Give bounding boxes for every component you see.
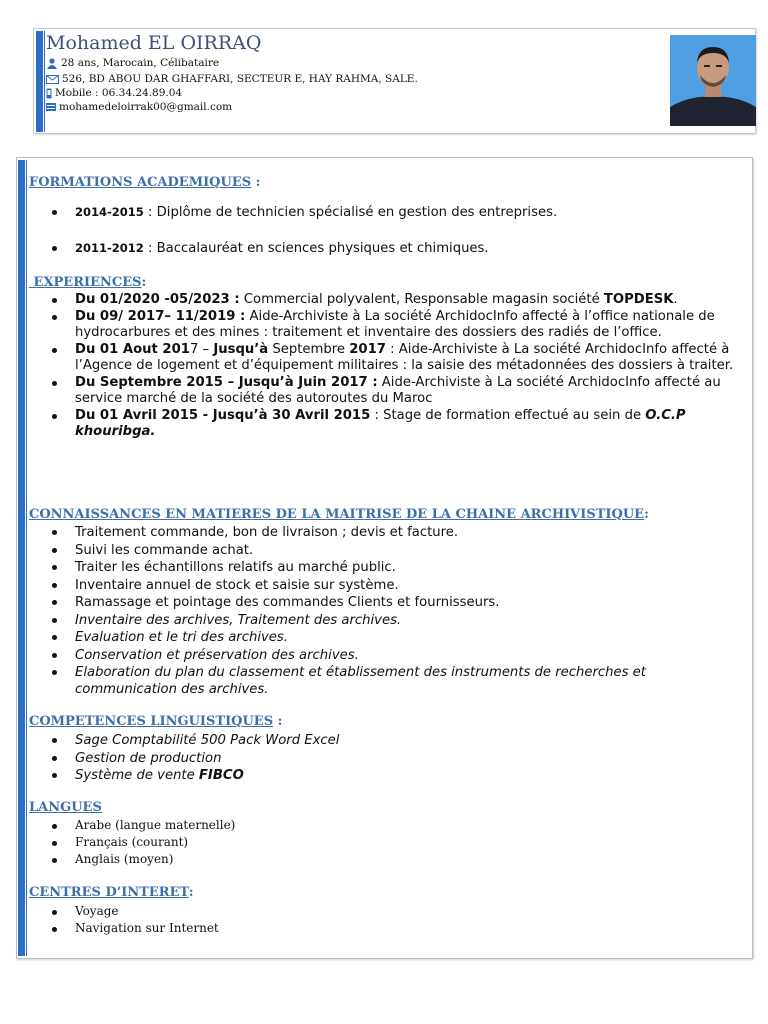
accent-line xyxy=(44,31,45,132)
list-item: Arabe (langue maternelle) xyxy=(47,817,235,834)
list-item: Du 01 Avril 2015 - Jusqu’à 30 Avril 2015 : Stage de formation effectué au sein de O.C.P khouribga. xyxy=(47,408,747,441)
list-item: Conservation et préservation des archives. xyxy=(47,647,737,665)
list-item: Du 09/ 2017– 11/2019 : Aide-Archiviste à La société ArchidocInfo affecté à l’office nationale de hydrocarbures et des mines : traitement et inventaire des dossiers des radiés de l’office. xyxy=(47,309,747,342)
list-item: Inventaire des archives, Traitement des archives. xyxy=(47,612,737,630)
mobile-line xyxy=(46,87,182,99)
list-item: Gestion de production xyxy=(47,750,339,768)
mobile-text: Mobile : 06.34.24.89.04 xyxy=(55,87,183,99)
email-line xyxy=(46,101,232,113)
list-item: 2014-2015 : Diplôme de technicien spécialisé en gestion des entreprises. xyxy=(47,204,557,222)
list-item: Sage Comptabilité 500 Pack Word Excel xyxy=(47,732,339,750)
list-item: Suivi les commande achat. xyxy=(47,542,737,560)
langues-list xyxy=(47,817,235,868)
list-item: Elaboration du plan du classement et établissement des instruments de recherches et communication des archives. xyxy=(47,664,737,698)
experiences-heading: EXPERIENCES: xyxy=(33,275,147,290)
experiences-list xyxy=(47,292,747,441)
list-item: 2011-2012 : Baccalauréat en sciences physiques et chimiques. xyxy=(47,240,557,258)
competences-list xyxy=(47,732,339,785)
list-item: Français (courant) xyxy=(47,834,235,851)
candidate-name: Mohamed EL OIRRAQ xyxy=(46,32,262,54)
connaissances-list xyxy=(47,524,737,698)
list-item: Du 01 Aout 2017 – Jusqu’à Septembre 2017 : Aide-Archiviste à La société ArchidocInfo affecté à l’Agence de logement et d’équipement militaires : la saisie des métadonnées des dossiers à traiter. xyxy=(47,342,747,375)
address-line xyxy=(46,73,418,85)
list-item: Traitement commande, bon de livraison ; devis et facture. xyxy=(47,524,737,542)
list-item: Inventaire annuel de stock et saisie sur système. xyxy=(47,577,737,595)
header-card xyxy=(33,28,756,134)
list-item: Du 01/2020 -05/2023 : Commercial polyvalent, Responsable magasin société TOPDESK. xyxy=(47,292,747,309)
list-item: Navigation sur Internet xyxy=(47,920,219,937)
formations-heading: FORMATIONS ACADEMIQUES : xyxy=(29,175,261,190)
list-item: Anglais (moyen) xyxy=(47,851,235,868)
list-item: Système de vente FIBCO xyxy=(47,767,339,785)
list-item: Traiter les échantillons relatifs au marché public. xyxy=(47,559,737,577)
email-text[interactable]: mohamedeloirrak00@gmail.com xyxy=(59,101,233,113)
list-item: Du Septembre 2015 – Jusqu’à Juin 2017 : Aide-Archiviste à La société ArchidocInfo affecté au service marché de la société des autoroutes du Maroc xyxy=(47,375,747,408)
list-item: Voyage xyxy=(47,903,219,920)
list-item: Ramassage et pointage des commandes Clients et fournisseurs. xyxy=(47,594,737,612)
envelope-icon xyxy=(46,75,59,84)
interets-list xyxy=(47,903,219,937)
person-icon xyxy=(46,58,58,69)
age-line: 28 ans, Marocain, Célibataire xyxy=(61,57,220,69)
phone-icon xyxy=(46,88,52,99)
accent-bar xyxy=(36,31,43,132)
list-item: Evaluation et le tri des archives. xyxy=(47,629,737,647)
accent-bar xyxy=(18,160,25,956)
connaissances-heading: CONNAISSANCES EN MATIERES DE LA MAITRISE DE LA CHAINE ARCHIVISTIQUE: xyxy=(29,507,649,522)
competences-heading: COMPETENCES LINGUISTIQUES : xyxy=(29,714,283,729)
address-text: 526, BD ABOU DAR GHAFFARI, SECTEUR E, HAY RAHMA, SALE. xyxy=(62,73,418,85)
interets-heading: CENTRES D’INTERET: xyxy=(29,885,194,900)
langues-heading: LANGUES xyxy=(29,800,102,815)
profile-photo xyxy=(670,35,756,126)
accent-line xyxy=(26,160,27,956)
personal-info xyxy=(46,57,219,69)
formations-list xyxy=(47,204,557,258)
email-icon xyxy=(46,103,56,111)
